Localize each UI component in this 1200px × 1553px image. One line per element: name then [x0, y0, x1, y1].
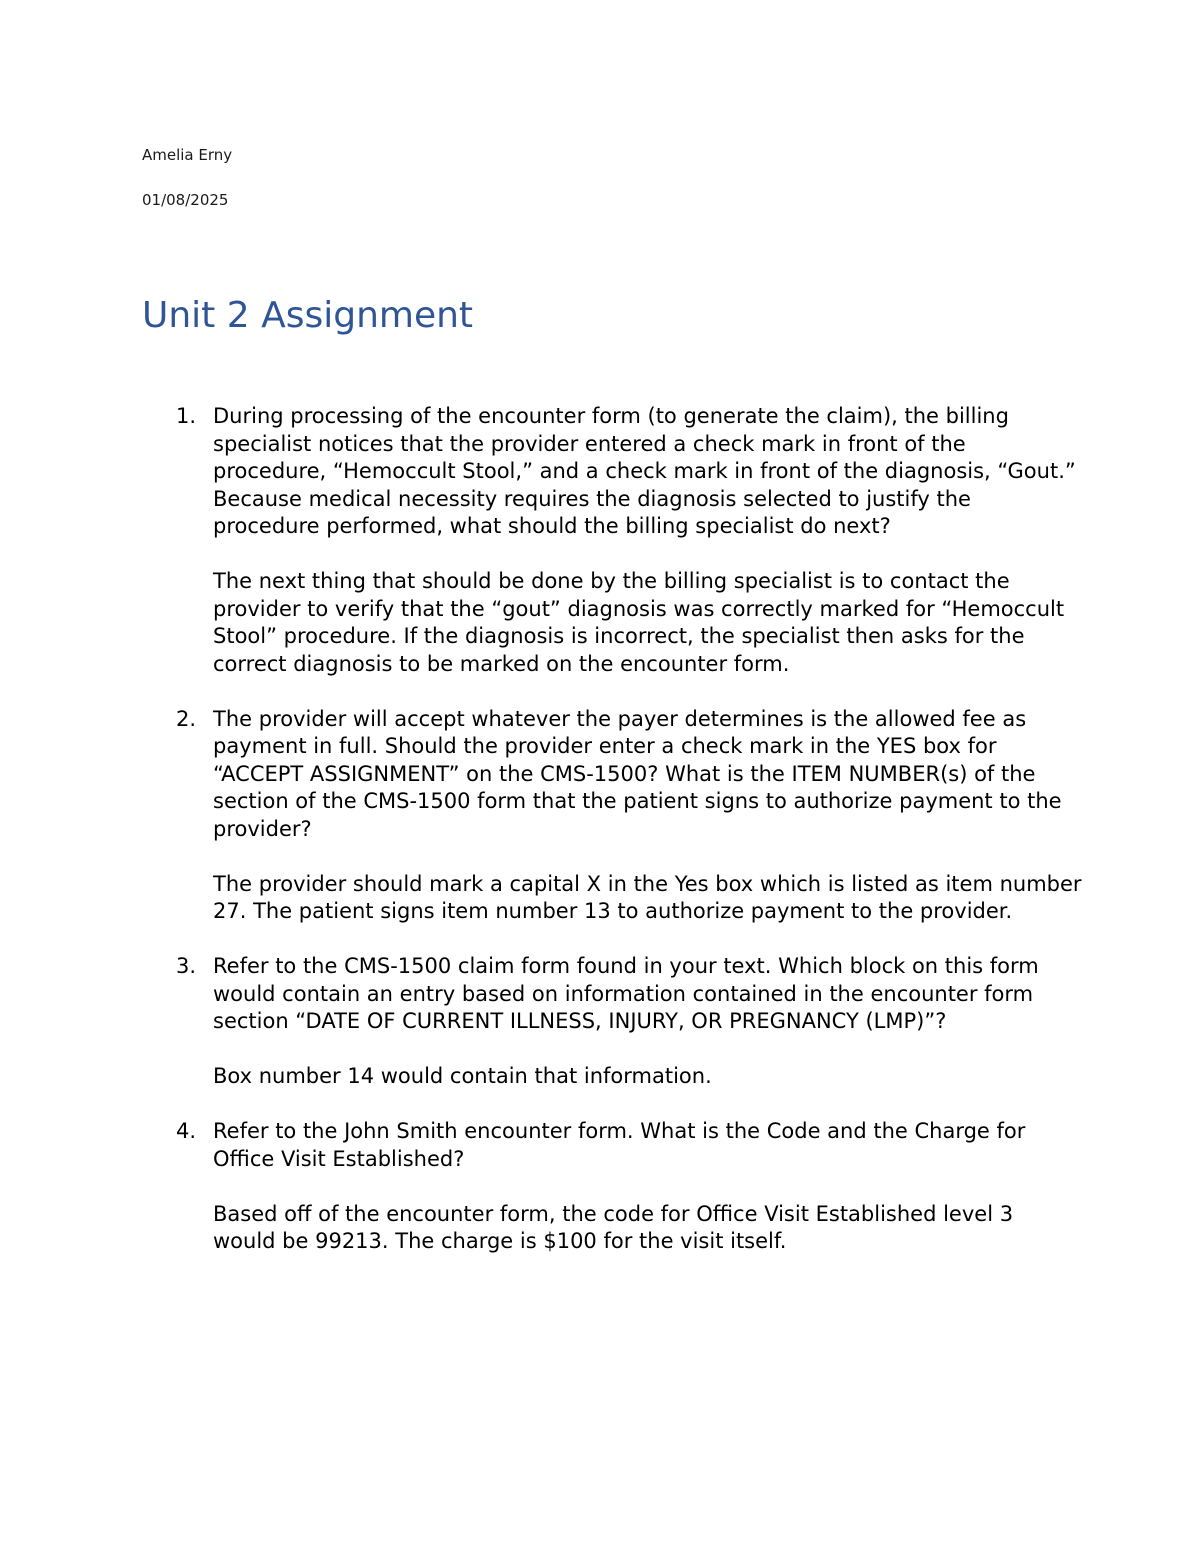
- question-item-2: [142, 706, 1082, 926]
- question-number: 1.: [176, 404, 197, 428]
- document-date: 01/08/2025: [142, 191, 229, 209]
- answer-text: Box number 14 would contain that information.: [213, 1064, 712, 1088]
- question-list: [142, 403, 1082, 1283]
- question-text: Refer to the John Smith encounter form. What is the Code and the Charge for Office Visit Established?: [213, 1119, 1026, 1171]
- question-item-1: [142, 403, 1082, 678]
- answer-text: The provider should mark a capital X in the Yes box which is listed as item number 27. The patient signs item number 13 to authorize payment to the provider.: [213, 871, 1082, 923]
- question-text: Refer to the CMS-1500 claim form found in your text. Which block on this form would contain an entry based on information contained in the encounter form section “DATE OF CURRENT ILLNESS, INJURY, OR PREGNANCY (LMP)”?: [213, 954, 1039, 1033]
- page-title: Unit 2 Assignment: [142, 295, 474, 336]
- question-number: 4.: [176, 1119, 197, 1143]
- answer-text: Based off of the encounter form, the code for Office Visit Established level 3 would be 99213. The charge is $100 for the visit itself.: [213, 1201, 1014, 1253]
- question-number: 3.: [176, 954, 197, 978]
- question-item-4: [142, 1118, 1082, 1256]
- question-number: 2.: [176, 706, 197, 731]
- author-name: Amelia Erny: [142, 146, 233, 164]
- question-text: The provider will accept whatever the payer determines is the allowed fee as payment in full. Should the provider enter a check mark in the YES box for “ACCEPT ASSIGNMENT” on the CMS-1500? What is the ITEM NUMBER(s) of the section of the CMS-1500 form that the patient signs to authorize payment to the provider?: [213, 706, 1062, 841]
- question-text: During processing of the encounter form (to generate the claim), the billing specialist notices that the provider entered a check mark in front of the procedure, “Hemoccult Stool,” and a check mark in front of the diagnosis, “Gout.” Because medical necessity requires the diagnosis selected to justify the procedure performed, what should the billing specialist do next?: [213, 404, 1076, 538]
- question-item-3: [142, 953, 1082, 1091]
- answer-text: The next thing that should be done by the billing specialist is to contact the provider to verify that the “gout” diagnosis was correctly marked for “Hemoccult Stool” procedure. If the diagnosis is incorrect, the specialist then asks for the correct diagnosis to be marked on the encounter form.: [213, 569, 1065, 676]
